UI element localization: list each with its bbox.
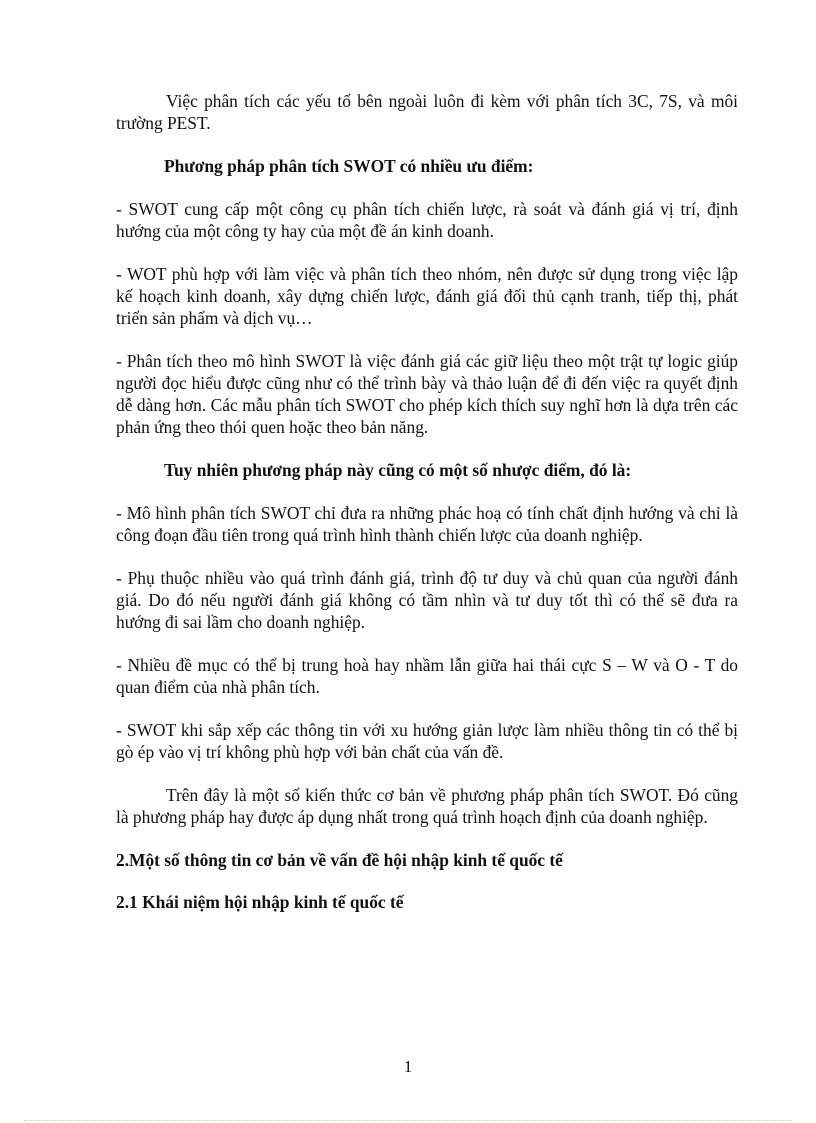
disadvantage-item: - Nhiều đề mục có thể bị trung hoà hay nhầm lẫn giữa hai thái cực S – W và O - T do quan điểm của nhà phân tích.	[116, 655, 738, 697]
page-number: 1	[403, 1057, 413, 1076]
section-heading-2: 2.Một số thông tin cơ bản về vấn đề hội nhập kinh tế quốc tế	[116, 850, 563, 870]
disadvantage-item: - Mô hình phân tích SWOT chỉ đưa ra những phác hoạ có tính chất định hướng và chỉ là công đoạn đầu tiên trong quá trình hình thành chiến lược của doanh nghiệp.	[116, 503, 738, 545]
paragraph-intro: Việc phân tích các yếu tố bên ngoài luôn đi kèm với phân tích 3C, 7S, và môi trường PEST.	[116, 91, 738, 133]
advantage-item: - WOT phù hợp với làm việc và phân tích theo nhóm, nên được sử dụng trong việc lập kế hoạch kinh doanh, xây dựng chiến lược, đánh giá đối thủ cạnh tranh, tiếp thị, phát triển sản phẩm và dịch vụ…	[116, 264, 738, 328]
document-page	[116, 90, 738, 933]
section-heading-2-1: 2.1 Khái niệm hội nhập kinh tế quốc tế	[116, 892, 404, 912]
advantages-heading: Phương pháp phân tích SWOT có nhiều ưu điểm:	[164, 156, 534, 176]
disadvantage-item: - SWOT khi sắp xếp các thông tin với xu hướng giản lược làm nhiều thông tin có thể bị gò ép vào vị trí không phù hợp với bản chất của vấn đề.	[116, 720, 738, 762]
paragraph-summary: Trên đây là một số kiến thức cơ bản về phương pháp phân tích SWOT. Đó cũng là phương pháp hay được áp dụng nhất trong quá trình hoạch định của doanh nghiệp.	[116, 785, 738, 827]
disadvantages-heading: Tuy nhiên phương pháp này cũng có một số nhược điểm, đó là:	[164, 460, 632, 480]
advantage-item: - Phân tích theo mô hình SWOT là việc đánh giá các giữ liệu theo một trật tự logic giúp người đọc hiểu được cũng như có thể trình bày và thảo luận để đi đến việc ra quyết định dễ dàng hơn. Các mẫu phân tích SWOT cho phép kích thích suy nghĩ hơn là dựa trên các phản ứng theo thói quen hoặc theo bản năng.	[116, 351, 738, 437]
disadvantage-item: - Phụ thuộc nhiều vào quá trình đánh giá, trình độ tư duy và chủ quan của người đánh giá. Do đó nếu người đánh giá không có tầm nhìn và tư duy tốt thì có thể sẽ đưa ra hướng đi sai lầm cho doanh nghiệp.	[116, 568, 738, 632]
page-bottom-divider	[24, 1120, 792, 1121]
advantage-item: - SWOT cung cấp một công cụ phân tích chiến lược, rà soát và đánh giá vị trí, định hướng của một công ty hay của một đề án kinh doanh.	[116, 199, 738, 241]
